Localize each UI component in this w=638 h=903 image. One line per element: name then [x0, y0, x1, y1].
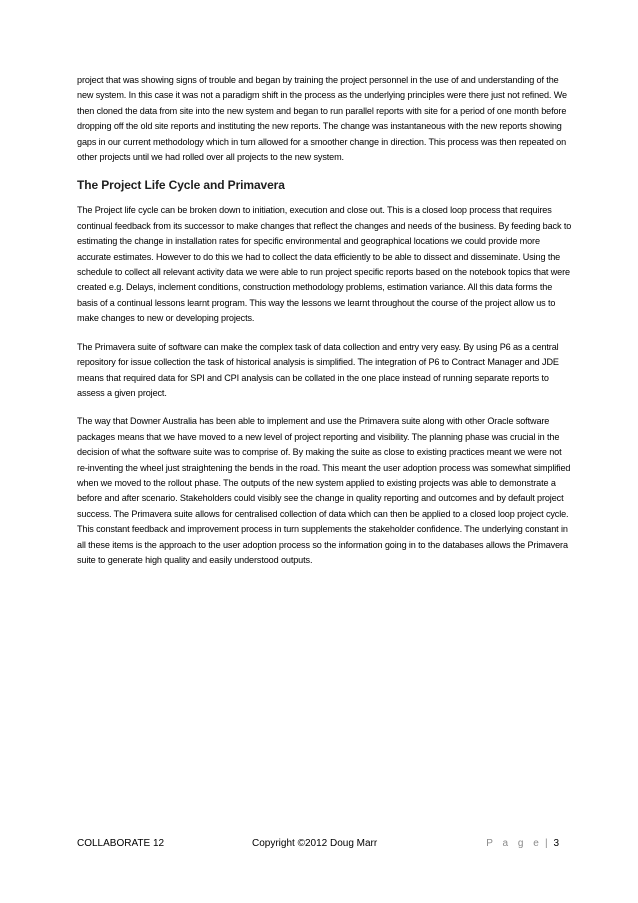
section-heading: The Project Life Cycle and Primavera	[77, 178, 285, 193]
footer-page-number: 3	[553, 838, 559, 849]
footer-separator: |	[545, 838, 548, 849]
paragraph-suite: The Primavera suite of software can make the complex task of data collection and entry very easy. By using P6 as a central repository for issue collection the task of historical analysis is simplified. The integration of P6 to Contract Manager and JDE means that required data for SPI and CPI analysis can be collated in the one place instead of running separate reports to assess a given project.	[77, 341, 559, 398]
paragraph-downer: The way that Downer Australia has been able to implement and use the Primavera suite along with other Oracle software packages means that we have moved to a new level of project reporting and visibility. The planning phase was crucial in the decision of what the software suite was to comprise of. By making the suite as close to existing practices meant we were not re-inventing the wheel just straightening the bends in the road. This meant the user adoption process was somewhat simplified when we moved to the rollout phase. The outputs of the new system applied to existing projects was able to demonstrate a before and after scenario. Stakeholders could visibly see the change in quality reporting and outcomes and by default project success. The Primavera suite allows for centralised collection of data which can then be applied to a closed loop project cycle. This constant feedback and improvement process in turn supplements the stakeholder confidence. The underlying constant in all these items is the approach to the user adoption process so the information going in to the databases allows the Primavera suite to generate high quality and easily understood outputs.	[77, 416, 571, 565]
paragraph-lifecycle: The Project life cycle can be broken down to initiation, execution and close out. This is a closed loop process that requires continual feedback from its successor to make changes that reflect the changes and needs of the business. By feeding back to estimating the change in installation rates for specific environmental and geographical locations we could provide more accurate estimates. However to do this we had to collect the data efficiently to be able to dissect and disseminate. Using the schedule to collect all relevant activity data we were able to run project specific reports based on the notebook topics that were created e.g. Delays, inclement conditions, construction methodology problems, estimation variance. All this data forms the basis of a continual lessons learnt program. This way the lessons we learnt throughout the course of the project allow us to make changes to new or developing projects.	[77, 205, 572, 324]
footer-conference: COLLABORATE 12	[77, 838, 165, 849]
footer-page-indicator	[486, 837, 559, 851]
footer-page-label: P a g e	[486, 838, 543, 849]
page-body	[77, 73, 573, 581]
paragraph-intro: project that was showing signs of trouble and began by training the project personnel in the use of and understanding of the new system. In this case it was not a paradigm shift in the process as the underlying principles were there just not refined. We then cloned the data from site into the new system and began to run parallel reports with site for a period of one month before dropping off the old site reports and instituting the new reports. The change was instantaneous with the new reports showing gaps in our current methodology which in turn allowed for a smoother change in direction. This process was then repeated on other projects until we had rolled over all projects to the new system.	[77, 75, 567, 163]
page-footer	[77, 837, 573, 851]
footer-copyright: Copyright ©2012 Doug Marr	[252, 838, 378, 849]
